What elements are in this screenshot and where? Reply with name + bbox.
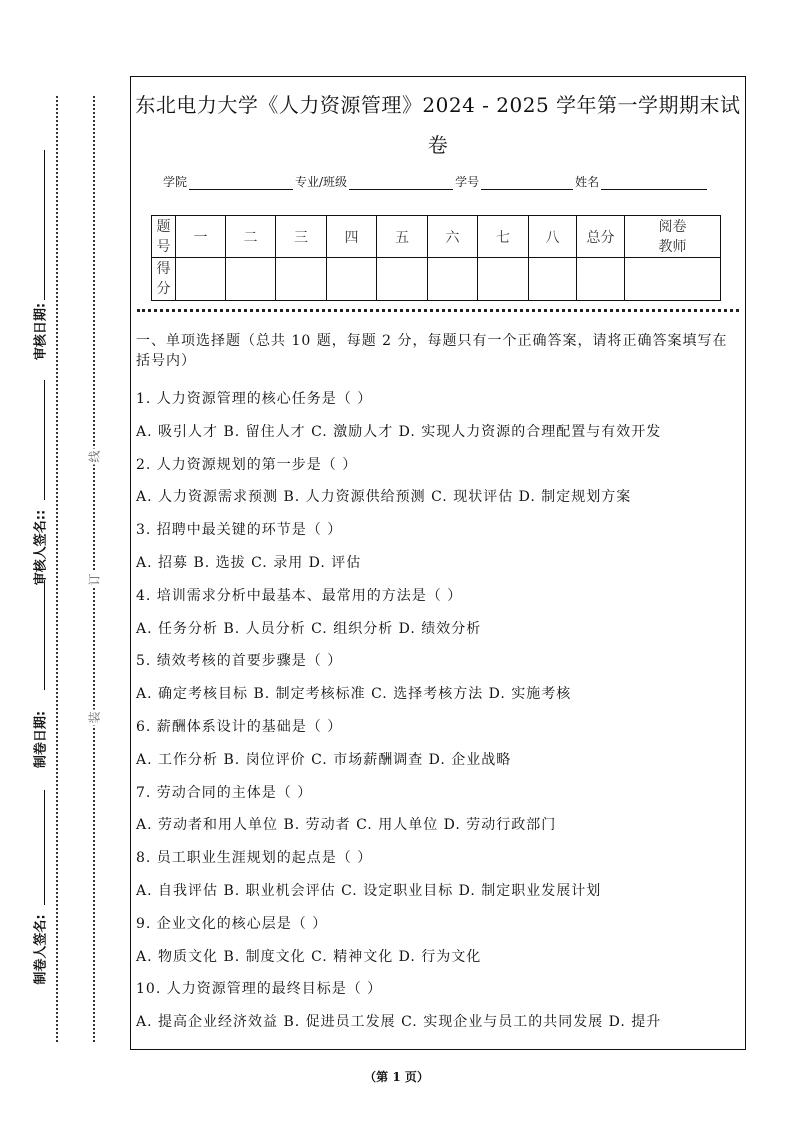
score-cell[interactable] (577, 258, 625, 301)
score-cell[interactable] (377, 258, 428, 301)
binding-mark-staple: 订 (87, 573, 102, 586)
question-options: A. 物质文化 B. 制度文化 C. 精神文化 D. 行为文化 (136, 948, 482, 965)
col-header: 三 (276, 216, 327, 258)
id-label: 学号 (455, 175, 480, 189)
signature-line (44, 380, 45, 500)
score-cell[interactable] (226, 258, 276, 301)
question-text: 9. 企业文化的核心层是（ ） (136, 915, 328, 932)
col-header: 七 (478, 216, 529, 258)
paper-date-label: 制卷日期: (33, 710, 49, 769)
question-options: A. 提高企业经济效益 B. 促进员工发展 C. 实现企业与员工的共同发展 D. 提升 (136, 1014, 662, 1031)
score-cell[interactable] (625, 258, 721, 301)
question-text: 7. 劳动合同的主体是（ ） (136, 784, 313, 801)
question-text: 5. 绩效考核的首要步骤是（ ） (136, 653, 343, 670)
col-header: 一 (176, 216, 226, 258)
question-options: A. 任务分析 B. 人员分析 C. 组织分析 D. 绩效分析 (136, 620, 482, 637)
binding-mark-bind: 装 (87, 711, 102, 724)
question-list (136, 331, 745, 1039)
question-options: A. 招募 B. 选拔 C. 录用 D. 评估 (136, 554, 362, 571)
name-field[interactable] (601, 176, 707, 190)
col-header: 四 (327, 216, 377, 258)
question-text: 4. 培训需求分析中最基本、最常用的方法是（ ） (136, 587, 463, 604)
col-header: 六 (428, 216, 478, 258)
exam-title: 东北电力大学《人力资源管理》2024 - 2025 学年第一学期期末试 (135, 93, 741, 117)
question-options: A. 自我评估 B. 职业机会评估 C. 设定职业目标 D. 制定职业发展计划 (136, 882, 602, 899)
question-text: 8. 员工职业生涯规划的起点是（ ） (136, 850, 373, 867)
score-cell[interactable] (176, 258, 226, 301)
exam-title-cont: 卷 (427, 133, 449, 157)
id-field[interactable] (481, 176, 573, 190)
score-cell[interactable] (276, 258, 327, 301)
score-cell[interactable] (478, 258, 529, 301)
question-text: 3. 招聘中最关键的环节是（ ） (136, 522, 343, 539)
score-cell[interactable] (529, 258, 577, 301)
name-label: 姓名 (575, 175, 600, 189)
score-table (151, 215, 721, 301)
row-header: 得分 (152, 258, 176, 301)
question-options: A. 人力资源需求预测 B. 人力资源供给预测 C. 现状评估 D. 制定规划方案 (136, 489, 632, 506)
dotted-divider (137, 309, 739, 312)
question-text: 1. 人力资源管理的核心任务是（ ） (136, 391, 373, 407)
college-field[interactable] (189, 176, 293, 190)
score-cell[interactable] (428, 258, 478, 301)
seal-dotted-line-outer (56, 96, 58, 1042)
signature-line (44, 580, 45, 690)
section-heading: 一、单项选择题（总共 10 题，每题 2 分，每题只有一个正确答案，请将正确答案填写在括号内） (136, 333, 728, 369)
page-number: （第 1 页） (364, 1070, 429, 1084)
major-field[interactable] (349, 176, 453, 190)
reviewer-signature-label: 审核人签名:: (33, 509, 49, 586)
row-header: 题号 (152, 216, 176, 258)
col-header: 二 (226, 216, 276, 258)
student-info (163, 173, 709, 190)
col-header: 阅卷教师 (625, 216, 721, 258)
col-header: 八 (529, 216, 577, 258)
question-text: 6. 薪酬体系设计的基础是（ ） (136, 718, 343, 735)
signature-line (44, 790, 45, 905)
exam-frame (130, 76, 746, 1050)
seal-dotted-line-inner (93, 96, 95, 1042)
college-label: 学院 (163, 175, 188, 189)
question-options: A. 工作分析 B. 岗位评价 C. 市场薪酬调查 D. 企业战略 (136, 751, 512, 768)
review-date-label: 审核日期: (33, 302, 49, 361)
major-label: 专业/班级 (295, 175, 348, 189)
score-cell[interactable] (327, 258, 377, 301)
question-text: 10. 人力资源管理的最终目标是（ ） (136, 981, 383, 998)
question-options: A. 确定考核目标 B. 制定考核标准 C. 选择考核方法 D. 实施考核 (136, 686, 572, 703)
question-text: 2. 人力资源规划的第一步是（ ） (136, 456, 358, 473)
signature-line (44, 150, 45, 300)
binding-mark-line: 线 (87, 450, 102, 463)
col-header: 总分 (577, 216, 625, 258)
col-header: 五 (377, 216, 428, 258)
author-signature-label: 制卷人签名: (33, 914, 49, 985)
question-options: A. 吸引人才 B. 留住人才 C. 激励人才 D. 实现人力资源的合理配置与有效开发 (136, 423, 662, 440)
question-options: A. 劳动者和用人单位 B. 劳动者 C. 用人单位 D. 劳动行政部门 (136, 817, 557, 834)
